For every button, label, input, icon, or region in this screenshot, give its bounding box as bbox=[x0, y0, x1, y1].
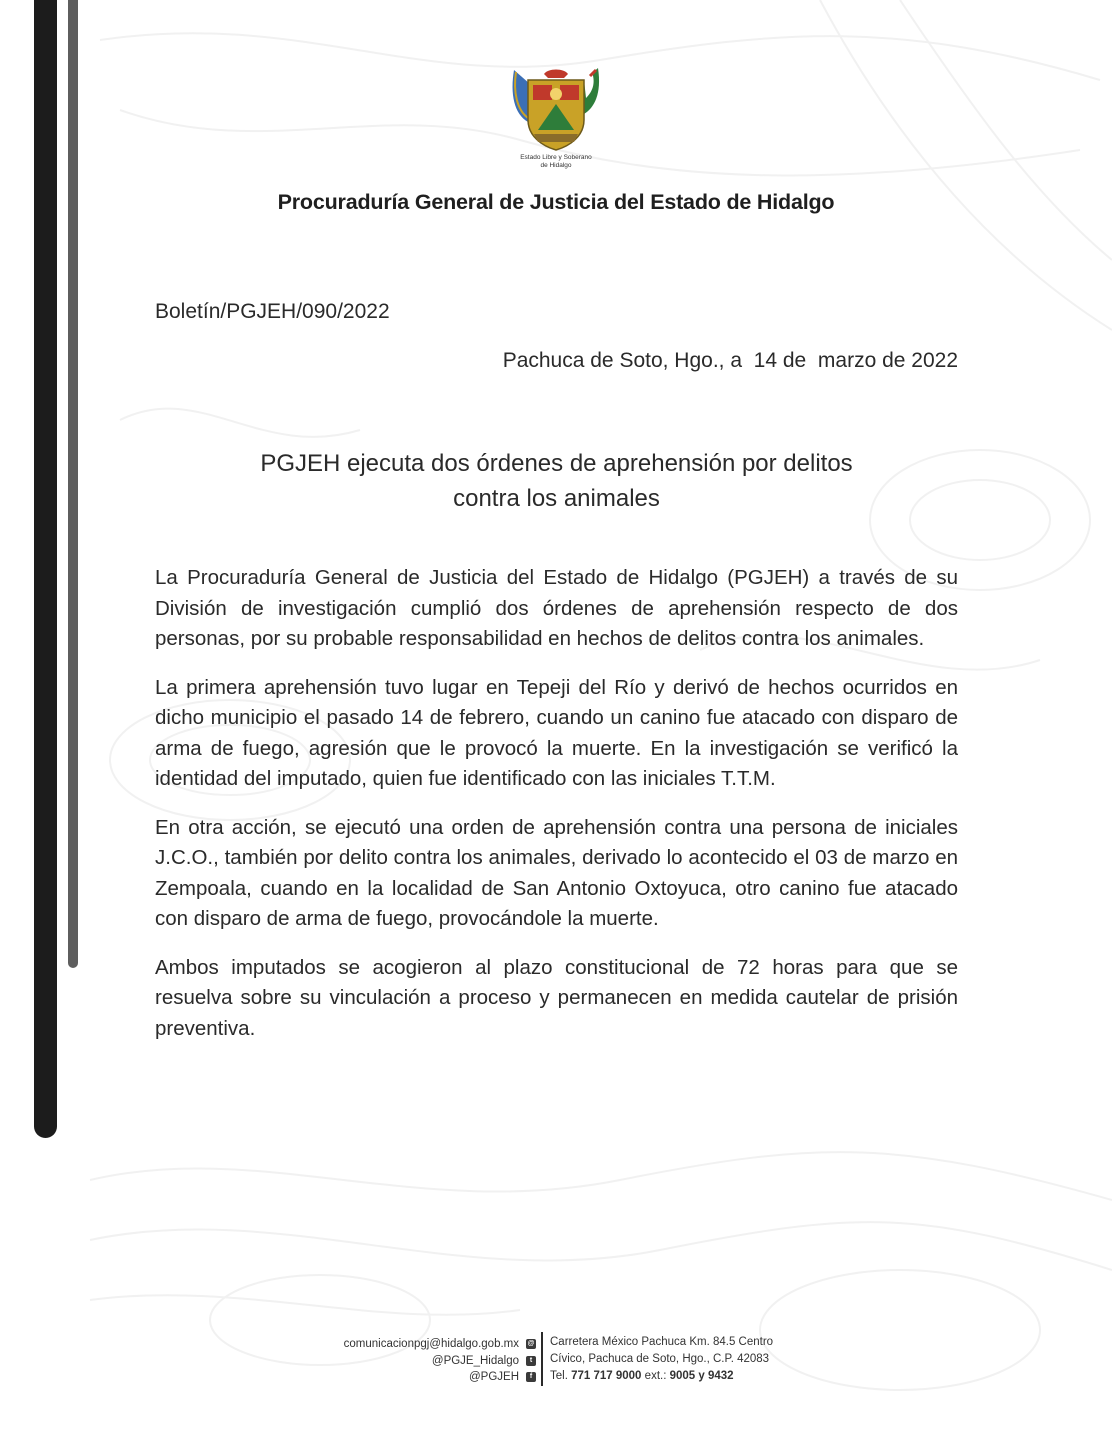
address-line: Carretera México Pachuca Km. 84.5 Centro bbox=[550, 1336, 774, 1348]
twitter-handle[interactable]: @PGJE_Hidalgo bbox=[431, 1354, 519, 1367]
footer-divider bbox=[541, 1332, 543, 1386]
address-line: Cívico, Pachuca de Soto, Hgo., C.P. 42083 bbox=[550, 1353, 770, 1365]
email-link[interactable]: comunicacionpgj@hidalgo.gob.mx bbox=[343, 1338, 519, 1350]
emblem-caption bbox=[496, 154, 616, 170]
twitter-icon: t bbox=[526, 1356, 536, 1366]
organization-title: Procuraduría General de Justicia del Estado de Hidalgo bbox=[277, 190, 835, 214]
email-icon: @ bbox=[527, 1340, 535, 1348]
paragraph: La primera aprehensión tuvo lugar en Tepeji del Río y derivó de hechos ocurridos en dicho municipio el pasado 14 de febrero, cuando un canino fue atacado con disparo de arma de fuego, agresión que le provocó la muerte. En la investigación se verificó la identidad del imputado, quien fue identificado con las iniciales T.T.M. bbox=[155, 675, 958, 790]
footer-facebook-row bbox=[280, 1369, 536, 1386]
article-body bbox=[155, 563, 958, 1062]
paragraph: En otra acción, se ejecutó una orden de aprehensión contra una persona de iniciales J.C.O., también por delito contra los animales, derivado lo acontecido el 03 de marzo en Zempoala, cuando en la localidad de San Antonio Oxtoyuca, otro canino fue atacado con disparo de arma de fuego, provocándole la muerte. bbox=[155, 815, 958, 930]
facebook-handle[interactable]: @PGJEH bbox=[468, 1371, 519, 1383]
emblem-caption-line: de Hidalgo bbox=[540, 162, 572, 169]
headline-line: contra los animales bbox=[453, 485, 660, 512]
paragraph: Ambos imputados se acogieron al plazo constitucional de 72 horas para que se resuelva sobre su vinculación a proceso y permanecen en medida cautelar de prisión preventiva. bbox=[155, 955, 958, 1040]
headline bbox=[155, 446, 958, 516]
hidalgo-coat-of-arms-icon bbox=[508, 64, 604, 154]
bulletin-number: Boletín/PGJEH/090/2022 bbox=[155, 300, 390, 323]
decorative-bar-dark bbox=[34, 0, 57, 1138]
facebook-icon: f bbox=[526, 1372, 536, 1382]
place-and-date: Pachuca de Soto, Hgo., a 14 de marzo de 2022 bbox=[502, 349, 958, 372]
ext-numbers: 9005 y 9432 bbox=[669, 1370, 734, 1382]
phone-line bbox=[550, 1368, 773, 1385]
headline-line: PGJEH ejecuta dos órdenes de aprehensión por delitos bbox=[260, 450, 853, 477]
emblem-caption-line: Estado Libre y Soberano bbox=[520, 154, 592, 161]
paragraph: La Procuraduría General de Justicia del Estado de Hidalgo (PGJEH) a través de su División de investigación cumplió dos órdenes de aprehensión respecto de dos personas, por su probable responsabilidad en hechos de delitos contra los animales. bbox=[155, 566, 958, 650]
tel-number: 771 717 9000 bbox=[571, 1370, 642, 1382]
ext-label: ext.: bbox=[644, 1370, 667, 1382]
tel-label: Tel. bbox=[550, 1370, 568, 1382]
decorative-bar-gray bbox=[68, 0, 78, 968]
footer-twitter-row bbox=[280, 1353, 536, 1370]
footer-email-row bbox=[280, 1336, 536, 1353]
footer-address bbox=[550, 1334, 773, 1385]
footer-contacts bbox=[280, 1336, 536, 1386]
